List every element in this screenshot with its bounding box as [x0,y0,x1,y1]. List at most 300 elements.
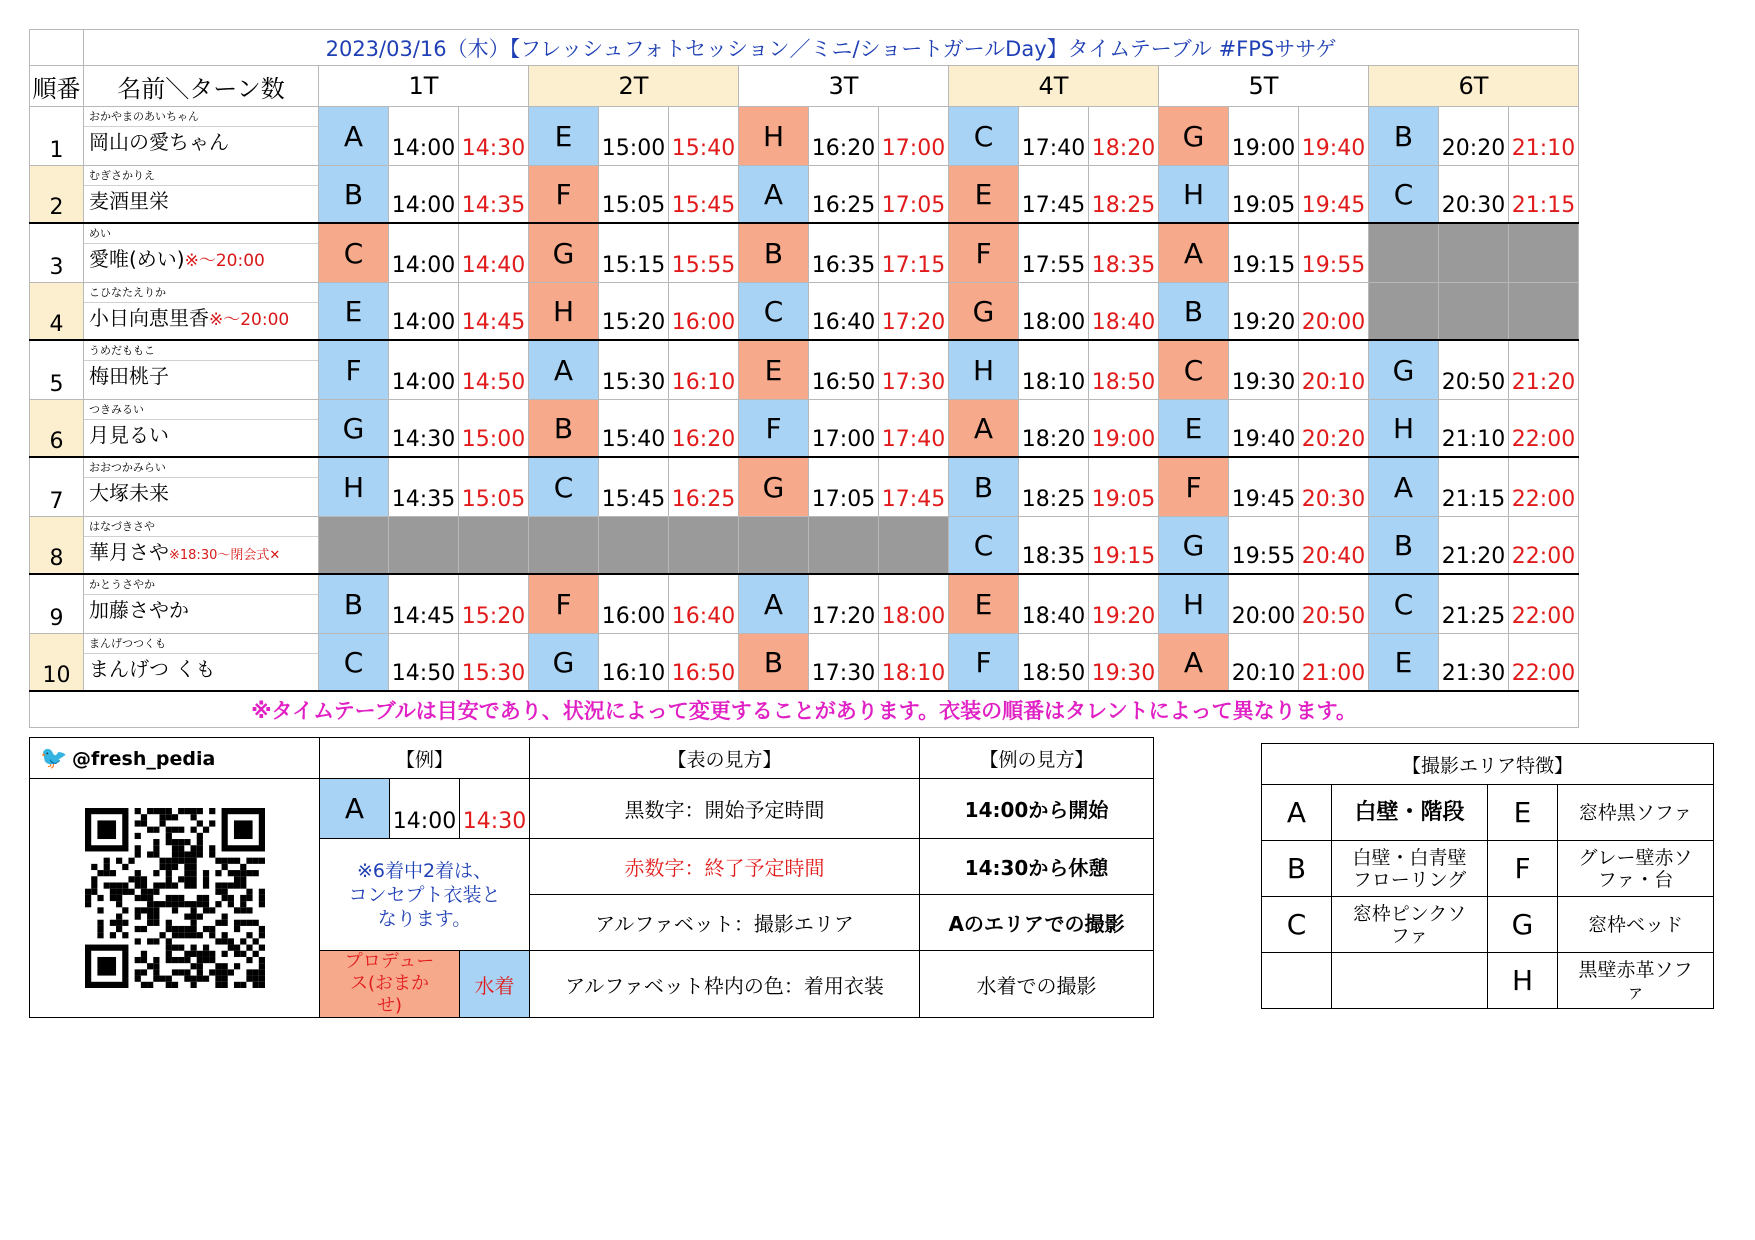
area-letter: A [529,340,599,400]
area-description: 白壁・階段 [1332,785,1488,841]
start-time: 14:35 [389,457,459,517]
area-letter: H [529,283,599,341]
start-time: 17:00 [809,400,879,458]
start-time: 15:05 [599,166,669,224]
end-time: 18:35 [1089,223,1159,283]
end-time: 17:05 [879,166,949,224]
area-description: 窓枠ピンクソファ [1332,897,1488,953]
end-time: 22:00 [1509,574,1579,634]
talent-name-kana: むぎさかりえ [84,166,318,186]
unavailable-slot [1439,223,1509,283]
end-time: 20:30 [1299,457,1369,517]
unavailable-slot [599,517,669,575]
area-letter: C [529,457,599,517]
swimwear-swatch: 水着 [460,951,530,1018]
area-legend [1261,743,1714,1009]
end-time: 14:30 [459,107,529,166]
start-time: 15:40 [599,400,669,458]
end-time: 19:55 [1299,223,1369,283]
area-letter: B [1159,283,1229,341]
unavailable-slot [529,517,599,575]
area-letter: G [1369,340,1439,400]
end-time: 20:40 [1299,517,1369,575]
end-time: 16:20 [669,400,739,458]
end-time: 15:45 [669,166,739,224]
area-letter: B [319,166,389,224]
end-time: 17:00 [879,107,949,166]
turn-header: 3T [739,66,949,107]
start-time: 18:00 [1019,283,1089,341]
talent-name-wrap [84,186,318,213]
talent-name-wrap [84,654,318,681]
start-time: 18:50 [1019,634,1089,692]
unavailable-slot [809,517,879,575]
turn-header: 4T [949,66,1159,107]
order-number: 5 [30,340,84,400]
area-letter: B [319,574,389,634]
start-time: 18:10 [1019,340,1089,400]
timetable-sheet [29,29,1579,728]
start-time: 19:05 [1229,166,1299,224]
example-letter: A [320,779,390,839]
talent-name-wrap [84,478,318,505]
area-letter: A [949,400,1019,458]
end-time: 19:30 [1089,634,1159,692]
area-row [1262,841,1714,897]
end-time: 18:50 [1089,340,1159,400]
start-time: 18:40 [1019,574,1089,634]
schedule-row [30,340,1579,400]
area-letter: F [739,400,809,458]
start-time: 20:50 [1439,340,1509,400]
start-time: 16:25 [809,166,879,224]
talent-name-kana: めい [84,224,318,244]
page-title: 2023/03/16（木）【フレッシュフォトセッション／ミニ/ショートガールDay】タイムテーブル #FPSササゲ [84,30,1579,66]
end-time: 22:00 [1509,457,1579,517]
area-letter: H [1488,953,1558,1009]
talent-name: 月見るい [89,423,169,447]
example-header: 【例】 [320,738,530,779]
end-time: 19:00 [1089,400,1159,458]
area-letter: B [529,400,599,458]
area-letter: A [1159,223,1229,283]
area-letter: G [1488,897,1558,953]
area-letter: C [319,223,389,283]
end-time: 18:20 [1089,107,1159,166]
end-time: 21:00 [1299,634,1369,692]
turn-header: 1T [319,66,529,107]
unavailable-slot [1369,283,1439,341]
area-letter: A [319,107,389,166]
talent-name-kana: はなづきさや [84,517,318,537]
end-time: 18:10 [879,634,949,692]
end-time: 17:15 [879,223,949,283]
start-time: 21:20 [1439,517,1509,575]
start-time: 19:55 [1229,517,1299,575]
order-number: 1 [30,107,84,166]
talent-note: ※18:30～閉会式✕ [169,548,281,563]
start-time: 17:30 [809,634,879,692]
area-row [1262,785,1714,841]
end-time: 18:25 [1089,166,1159,224]
start-time: 16:40 [809,283,879,341]
unavailable-slot [1439,283,1509,341]
area-letter: F [529,166,599,224]
area-letter: H [1159,166,1229,224]
start-time: 15:30 [599,340,669,400]
schedule-row [30,634,1579,692]
start-time: 16:35 [809,223,879,283]
area-letter: B [1369,517,1439,575]
talent-name-cell [84,400,319,458]
talent-name-kana: こひなたえりか [84,283,318,303]
talent-name-wrap [84,537,318,568]
talent-name-cell [84,283,319,341]
order-number: 10 [30,634,84,692]
start-time: 17:40 [1019,107,1089,166]
end-time: 17:45 [879,457,949,517]
concept-note: ※6着中2着は、コンセプト衣装となります。 [320,839,530,951]
order-header: 順番 [30,66,84,107]
area-letter: A [1369,457,1439,517]
area-letter: G [739,457,809,517]
end-time: 15:05 [459,457,529,517]
end-time: 22:00 [1509,517,1579,575]
talent-name: 岡山の愛ちゃん [89,130,229,154]
end-time: 17:30 [879,340,949,400]
area-letter: G [949,283,1019,341]
end-time: 19:15 [1089,517,1159,575]
talent-name-kana: かとうさやか [84,575,318,595]
end-time: 14:50 [459,340,529,400]
talent-name: 愛唯(めい) [89,247,185,271]
name-turn-header: 名前＼ターン数 [84,66,319,107]
area-description: 窓枠ベッド [1558,897,1714,953]
talent-name: 梅田桃子 [89,364,169,388]
start-time: 19:00 [1229,107,1299,166]
schedule-row [30,457,1579,517]
talent-name-kana: おかやまのあいちゃん [84,107,318,127]
start-time: 17:45 [1019,166,1089,224]
area-letter [1262,953,1332,1009]
end-time: 15:55 [669,223,739,283]
area-letter: A [739,574,809,634]
schedule-row [30,283,1579,341]
end-time: 15:00 [459,400,529,458]
start-time: 14:45 [389,574,459,634]
talent-note: ※～20:00 [209,310,290,330]
how-alphabet: アルファベット：撮影エリア [530,895,920,951]
start-time: 15:00 [599,107,669,166]
talent-name: 小日向恵里香 [89,306,209,330]
start-time: 21:10 [1439,400,1509,458]
talent-name: まんげつ くも [89,657,216,681]
start-time: 20:00 [1229,574,1299,634]
area-letter: G [1159,107,1229,166]
talent-name-wrap [84,303,318,332]
unavailable-slot [459,517,529,575]
talent-name-wrap [84,244,318,273]
end-time: 21:10 [1509,107,1579,166]
area-letter: F [319,340,389,400]
end-time: 20:20 [1299,400,1369,458]
start-time: 14:00 [389,166,459,224]
area-letter: H [949,340,1019,400]
example-end-time: 14:30 [460,779,530,839]
area-letter: F [949,634,1019,692]
start-time: 21:30 [1439,634,1509,692]
end-time: 15:20 [459,574,529,634]
unavailable-slot [739,517,809,575]
end-time: 22:00 [1509,634,1579,692]
end-time: 20:50 [1299,574,1369,634]
how-black-number: 黒数字：開始予定時間 [530,779,920,839]
start-time: 19:15 [1229,223,1299,283]
how-to-read-header: 【表の見方】 [530,738,920,779]
order-number: 2 [30,166,84,224]
unavailable-slot [1509,283,1579,341]
start-time: 18:25 [1019,457,1089,517]
area-letter: E [1159,400,1229,458]
talent-name-wrap [84,361,318,388]
area-letter: B [1262,841,1332,897]
talent-name-cell [84,457,319,517]
area-letter: E [949,574,1019,634]
area-letter: B [739,634,809,692]
area-letter: A [1159,634,1229,692]
area-description: 黒壁赤革ソファ [1558,953,1714,1009]
start-time: 19:20 [1229,283,1299,341]
timetable [29,29,1579,728]
end-time: 16:00 [669,283,739,341]
start-time: 19:45 [1229,457,1299,517]
example-reading-area: Aのエリアでの撮影 [920,895,1154,951]
start-time: 14:00 [389,107,459,166]
end-time: 14:35 [459,166,529,224]
qr-code-cell [30,779,320,1018]
talent-name-cell [84,223,319,283]
unavailable-slot [669,517,739,575]
unavailable-slot [1369,223,1439,283]
start-time: 20:30 [1439,166,1509,224]
area-letter: C [949,517,1019,575]
start-time: 20:10 [1229,634,1299,692]
talent-name-cell [84,574,319,634]
talent-name-wrap [84,595,318,622]
start-time: 15:15 [599,223,669,283]
start-time: 18:35 [1019,517,1089,575]
area-description: 白壁・白青壁フローリング [1332,841,1488,897]
area-letter: E [949,166,1019,224]
end-time: 15:30 [459,634,529,692]
legend-table [29,737,1154,1018]
order-number: 8 [30,517,84,575]
end-time: 14:40 [459,223,529,283]
area-description: 窓枠黒ソファ [1558,785,1714,841]
talent-name-wrap [84,420,318,447]
twitter-handle: @fresh_pedia [72,747,216,770]
area-row [1262,953,1714,1009]
area-letter: F [529,574,599,634]
talent-name: 大塚未来 [89,481,169,505]
area-letter: H [1369,400,1439,458]
area-legend-table [1261,743,1714,1009]
end-time: 16:40 [669,574,739,634]
talent-name-cell [84,517,319,575]
area-letter: A [1262,785,1332,841]
start-time: 14:00 [389,283,459,341]
start-time: 15:20 [599,283,669,341]
order-number: 3 [30,223,84,283]
start-time: 19:40 [1229,400,1299,458]
area-letter: A [739,166,809,224]
end-time: 18:00 [879,574,949,634]
example-reading-end: 14:30から休憩 [920,839,1154,895]
turn-header: 6T [1369,66,1579,107]
end-time: 20:10 [1299,340,1369,400]
schedule-row [30,166,1579,224]
start-time: 14:00 [389,340,459,400]
twitter-bird-icon: 🐦 [40,745,68,771]
talent-note: ※～20:00 [184,251,265,271]
area-letter: E [739,340,809,400]
area-letter: C [949,107,1019,166]
area-letter: C [1159,340,1229,400]
end-time: 17:40 [879,400,949,458]
order-number: 4 [30,283,84,341]
area-letter: C [1262,897,1332,953]
area-letter: G [1159,517,1229,575]
area-letter: C [319,634,389,692]
schedule-row [30,107,1579,166]
unavailable-slot [389,517,459,575]
twitter-cell[interactable] [30,738,320,779]
talent-name-kana: まんげつつくも [84,634,318,654]
area-letter: B [949,457,1019,517]
area-letter: C [739,283,809,341]
area-legend-header: 【撮影エリア特徴】 [1262,744,1714,785]
order-number: 9 [30,574,84,634]
start-time: 20:20 [1439,107,1509,166]
end-time: 15:40 [669,107,739,166]
schedule-row [30,517,1579,575]
end-time: 16:50 [669,634,739,692]
order-number: 6 [30,400,84,458]
end-time: 22:00 [1509,400,1579,458]
area-letter: F [949,223,1019,283]
example-reading-header: 【例の見方】 [920,738,1154,779]
start-time: 14:30 [389,400,459,458]
talent-name-cell [84,634,319,692]
area-letter: B [1369,107,1439,166]
area-letter: C [1369,166,1439,224]
area-letter: G [319,400,389,458]
start-time: 18:20 [1019,400,1089,458]
talent-name: 加藤さやか [89,598,189,622]
end-time: 21:15 [1509,166,1579,224]
end-time: 14:45 [459,283,529,341]
start-time: 17:05 [809,457,879,517]
talent-name-cell [84,107,319,166]
schedule-row [30,400,1579,458]
unavailable-slot [879,517,949,575]
qr-code-icon[interactable] [85,808,265,988]
end-time: 20:00 [1299,283,1369,341]
how-letter-color: アルファベット枠内の色：着用衣装 [530,951,920,1018]
unavailable-slot [319,517,389,575]
end-time: 18:40 [1089,283,1159,341]
area-letter: E [319,283,389,341]
area-letter: F [1488,841,1558,897]
start-time: 16:20 [809,107,879,166]
area-letter: G [529,223,599,283]
talent-name-kana: うめだももこ [84,341,318,361]
start-time: 16:00 [599,574,669,634]
example-reading-costume: 水着での撮影 [920,951,1154,1018]
talent-name: 麦酒里栄 [89,189,169,213]
example-start-time: 14:00 [390,779,460,839]
end-time: 16:10 [669,340,739,400]
talent-name-wrap [84,127,318,154]
talent-name-cell [84,166,319,224]
schedule-row [30,223,1579,283]
area-letter: E [1488,785,1558,841]
area-letter: H [1159,574,1229,634]
start-time: 16:10 [599,634,669,692]
start-time: 21:25 [1439,574,1509,634]
area-row [1262,897,1714,953]
example-reading-start: 14:00から開始 [920,779,1154,839]
talent-name-cell [84,340,319,400]
talent-name: 華月さや [89,540,169,564]
talent-name-kana: おおつかみらい [84,458,318,478]
talent-name-kana: つきみるい [84,400,318,420]
end-time: 19:45 [1299,166,1369,224]
schedule-row [30,574,1579,634]
area-letter: C [1369,574,1439,634]
end-time: 19:05 [1089,457,1159,517]
schedule-notice: ※タイムテーブルは目安であり、状況によって変更することがあります。衣装の順番はタレントによって異なります。 [30,691,1579,728]
start-time: 16:50 [809,340,879,400]
legend [29,737,1154,1018]
area-letter: G [529,634,599,692]
end-time: 21:20 [1509,340,1579,400]
produce-costume-swatch: プロデュース(おまかせ) [320,951,460,1018]
area-letter: F [1159,457,1229,517]
unavailable-slot [1509,223,1579,283]
start-time: 17:55 [1019,223,1089,283]
start-time: 14:50 [389,634,459,692]
start-time: 15:45 [599,457,669,517]
start-time: 17:20 [809,574,879,634]
area-letter: H [319,457,389,517]
start-time: 19:30 [1229,340,1299,400]
start-time: 21:15 [1439,457,1509,517]
area-letter: H [739,107,809,166]
start-time: 14:00 [389,223,459,283]
area-description: グレー壁赤ソファ・台 [1558,841,1714,897]
end-time: 16:25 [669,457,739,517]
turn-header: 2T [529,66,739,107]
end-time: 17:20 [879,283,949,341]
area-letter: E [529,107,599,166]
how-red-number: 赤数字：終了予定時間 [530,839,920,895]
area-letter: B [739,223,809,283]
end-time: 19:40 [1299,107,1369,166]
area-description [1332,953,1488,1009]
end-time: 19:20 [1089,574,1159,634]
order-number: 7 [30,457,84,517]
